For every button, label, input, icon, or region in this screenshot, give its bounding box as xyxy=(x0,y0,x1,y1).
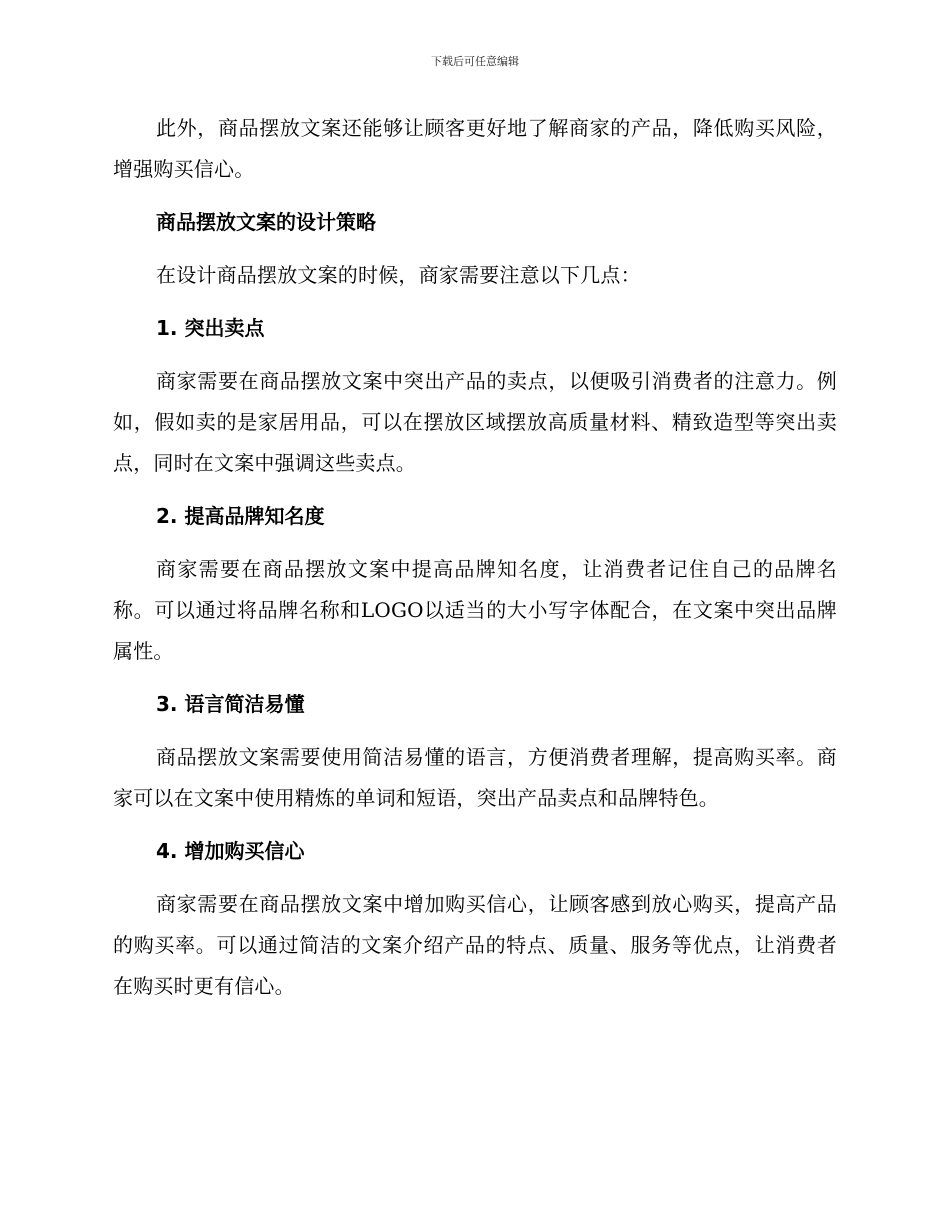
intro-paragraph: 此外，商品摆放文案还能够让顾客更好地了解商家的产品，降低购买风险，增强购买信心。 xyxy=(113,116,837,181)
item-text-3: 商品摆放文案需要使用简洁易懂的语言，方便消费者理解，提高购买率。商家可以在文案中使用精炼的单词和短语，突出产品卖点和品牌特色。 xyxy=(113,745,837,810)
item-text-4: 商家需要在商品摆放文案中增加购买信心，让顾客感到放心购买，提高产品的购买率。可以通过简洁的文案介绍产品的特点、质量、服务等优点，让消费者在购买时更有信心。 xyxy=(113,892,837,998)
item-text-1: 商家需要在商品摆放文案中突出产品的卖点，以便吸引消费者的注意力。例如，假如卖的是家居用品，可以在摆放区域摆放高质量材料、精致造型等突出卖点，同时在文案中强调这些卖点。 xyxy=(113,369,837,475)
item-heading-3: 3. 语言简洁易懂 xyxy=(156,692,305,716)
item-text-2: 商家需要在商品摆放文案中提高品牌知名度，让消费者记住自己的品牌名称。可以通过将品牌名称和LOGO以适当的大小写字体配合，在文案中突出品牌属性。 xyxy=(113,557,837,663)
header-note: 下载后可任意编辑 xyxy=(431,55,519,68)
document-body xyxy=(113,108,837,1007)
section-intro: 在设计商品摆放文案的时候，商家需要注意以下几点： xyxy=(156,263,641,287)
item-heading-2: 2. 提高品牌知名度 xyxy=(156,504,325,528)
item-heading-4: 4. 增加购买信心 xyxy=(156,839,305,863)
section-title: 商品摆放文案的设计策略 xyxy=(156,210,376,234)
item-heading-1: 1. 突出卖点 xyxy=(156,316,265,340)
